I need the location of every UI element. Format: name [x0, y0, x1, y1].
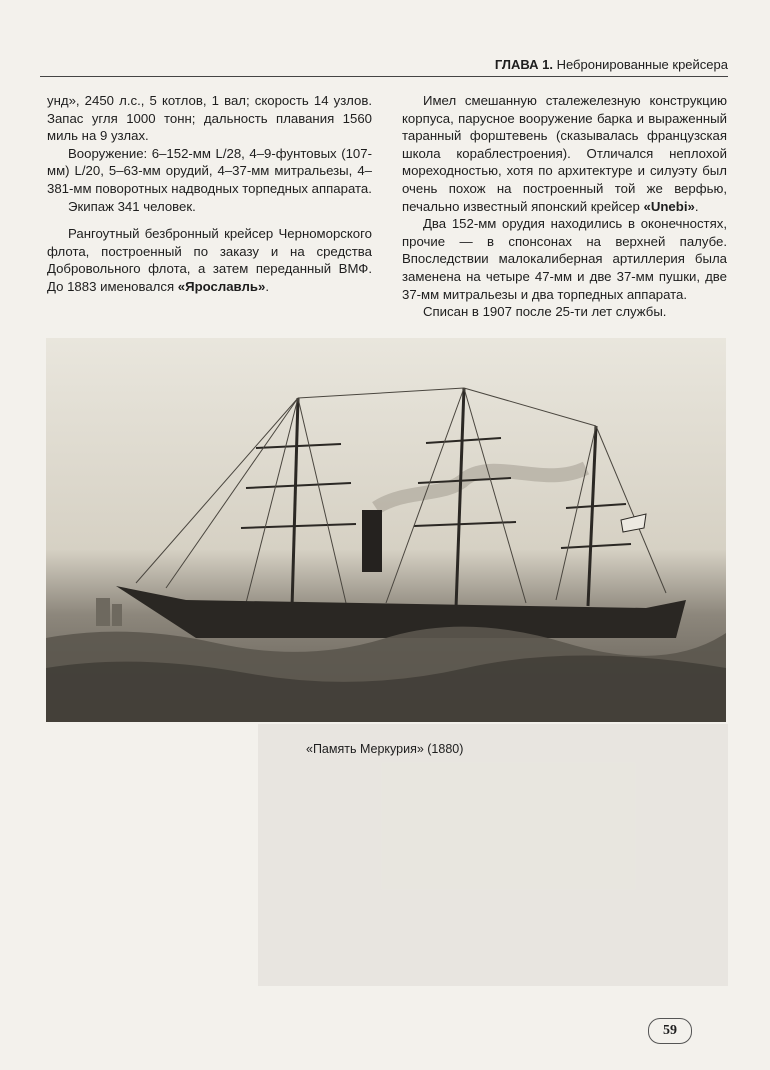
show-through-background: [258, 724, 728, 986]
paragraph: Вооружение: 6–152-мм L/28, 4–9-фунтовых (107-мм) L/20, 5–63-мм орудий, 4–37-мм митральезы, 4–381-мм поворотных надводных торпедных аппарата.: [47, 145, 372, 196]
ship-name: «Ярославль»: [177, 278, 266, 294]
sailing-cruiser-picture: [46, 338, 726, 722]
page-number: 59: [648, 1018, 692, 1044]
paragraph: Рангоутный безбронный крейсер Черноморского флота, построенный по заказу и на средства Добровольного флота, а затем переданный ВМФ. До 1883 именовался «Ярославль».: [47, 226, 372, 294]
paragraph: Списан в 1907 после 25-ти лет службы.: [423, 304, 667, 320]
ship-illustration: [46, 338, 726, 722]
chapter-title: Небронированные крейсера: [556, 57, 728, 72]
paragraph: Имел смешанную сталежелезную конструкцию корпуса, парусное вооружение барка и выраженный таранный форштевень (сказывалась французская школа кораблестроения). Отличался неплохой мореходностью, хотя по архитектуре и силуэту был очень похож на построенный той же верфью, печально известный японский крейсер «Unebi».: [402, 93, 727, 214]
chapter-number: ГЛАВА 1.: [494, 57, 553, 72]
paragraph: Экипаж 341 человек.: [68, 198, 196, 214]
paragraph: унд», 2450 л.с., 5 котлов, 1 вал; скорость 14 узлов. Запас угля 1000 тонн; дальность плавания 1560 миль на 9 узлах.: [47, 93, 372, 144]
right-column: [402, 92, 727, 321]
paragraph: Два 152-мм орудия находились в оконечностях, прочие — в спонсонах на верхней палубе. Впоследствии малокалиберная артиллерия была заменена на четыре 47-мм и две 37-мм пушки, две 37-мм митральезы и два торпедных аппарата.: [402, 216, 727, 302]
figure-caption: «Память Меркурия» (1880): [306, 742, 464, 756]
ship-name: «Unebi»: [643, 198, 695, 214]
left-column: [47, 92, 372, 296]
running-header: [40, 54, 728, 77]
